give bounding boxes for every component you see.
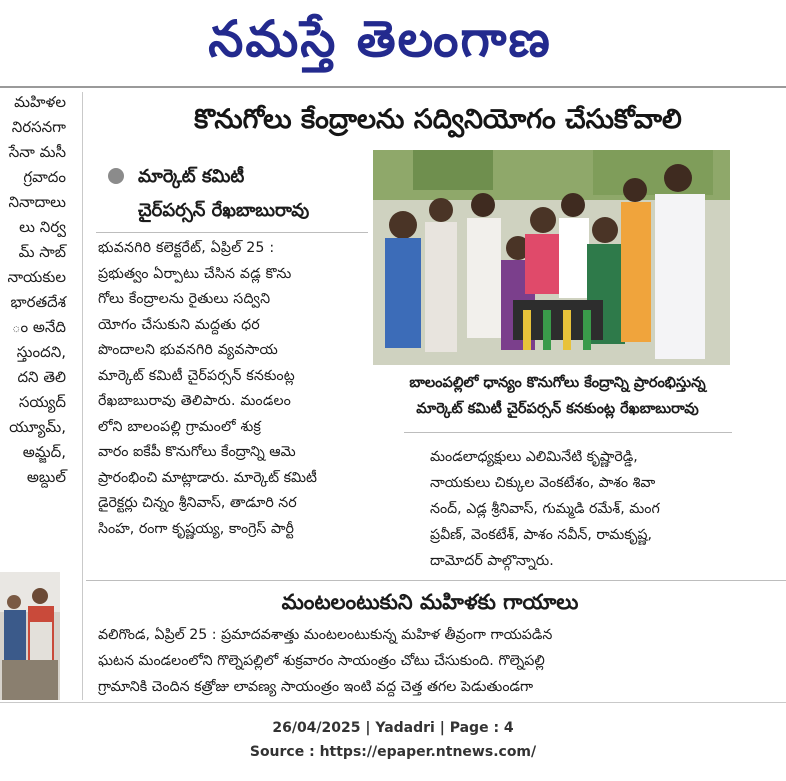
fragment-line: నిరసనగా — [11, 118, 66, 136]
body-line: గ్రామానికి చెందిన కత్రోజు లావణ్య సాయంత్రం ఇంటి వద్ద చెత్త తగల పెడుతుండగా — [98, 679, 534, 695]
fragment-line: స్తుందని, — [16, 343, 66, 361]
fragment-line: య్యూమ్, — [9, 418, 66, 436]
fragment-line: నినాదాలు — [8, 193, 66, 211]
fragment-line: మహిళల — [14, 93, 66, 111]
fragment-line: మ్ సాబ్ — [18, 243, 66, 261]
caption-line: మార్కెట్ కమిటీ చైర్‌పర్సన్ కనకుంట్ల రేఖబాబురావు — [416, 401, 699, 417]
body-line: పొందాలని భువనగిరి వ్యవసాయ — [98, 342, 278, 358]
fragment-line: సయ్యద్ — [18, 393, 66, 411]
left-photo-fragment — [0, 572, 60, 700]
article-photo — [373, 150, 730, 365]
footer-source-link[interactable]: Source : https://epaper.ntnews.com/ — [249, 744, 537, 760]
subheadline-rule — [96, 232, 368, 233]
body-line: నాయకులు చిక్కుల వెంకటేశం, పాశం శివా — [430, 475, 656, 491]
column-divider — [82, 92, 83, 700]
fragment-line: అబ్దుల్ — [26, 468, 66, 486]
fragment-line: భారతదేశ — [10, 293, 66, 311]
newspaper-masthead: నమస్తే తెలంగాణ — [208, 10, 552, 68]
body-line: మండలాధ్యక్షులు ఎలిమినేటి కృష్ణారెడ్డి, — [430, 449, 638, 465]
caption-line: బాలంపల్లిలో ధాన్యం కొనుగోలు కేంద్రాన్ని ప్రారంభిస్తున్న — [409, 375, 706, 391]
article-body-right — [430, 444, 750, 574]
footer-divider — [0, 702, 786, 703]
fragment-line: ం అనేది — [11, 318, 66, 336]
body-line: గోలు కేంద్రాలను రైతులు సద్విని — [98, 291, 271, 307]
caption-rule — [404, 432, 732, 433]
second-article-headline: మంటలంటుకుని మహిళకు గాయాలు — [281, 590, 579, 614]
left-column-fragment — [0, 90, 68, 530]
article-headline: కొనుగోలు కేంద్రాలను సద్వినియోగం చేసుకోవాలి — [194, 104, 682, 135]
body-line: ప్రవీణ్, వెంకటేశ్, పాశం నవీన్, రామకృష్ణ, — [430, 527, 652, 543]
fragment-line: దని తెలి — [17, 368, 66, 386]
fragment-line: అమ్జద్, — [22, 443, 66, 461]
body-line: సింహ, రంగా కృష్ణయ్య, కాంగ్రెస్ పార్టీ — [98, 520, 294, 537]
article-body — [98, 236, 370, 440]
article-body-continued — [98, 440, 418, 542]
body-line: డైరెక్టర్లు చిన్నం శ్రీనివాస్, తాడూరి నర — [98, 495, 297, 511]
subheadline-line: చైర్‌పర్సన్ రేఖబాబురావు — [138, 200, 310, 221]
fragment-line: సేనా మసీ — [8, 143, 66, 161]
body-line: ప్రభుత్వం ఏర్పాటు చేసిన వడ్ల కొను — [98, 265, 292, 282]
photo-caption — [385, 370, 730, 422]
fragment-line: గ్రవాదం — [23, 168, 66, 186]
body-line: మార్కెట్ కమిటీ చైర్‌పర్సన్ కనకుంట్ల — [98, 367, 295, 384]
bullet-icon — [108, 168, 124, 184]
body-line: యోగం చేసుకుని మద్దతు ధర — [98, 316, 260, 333]
body-line: దామోదర్ పాల్గొన్నారు. — [430, 553, 554, 569]
fragment-line: లు నిర్వ — [19, 218, 66, 236]
body-line: వలిగొండ, ఏప్రిల్ 25 : ప్రమాదవశాత్తు మంటలంటుకున్న మహిళ తీవ్రంగా గాయపడిన — [98, 627, 553, 643]
body-line: ప్రారంభించి మాట్లాడారు. మార్కెట్ కమిటీ — [98, 469, 317, 486]
page-footer — [0, 716, 786, 764]
body-line: రేఖబాబురావు తెలిపారు. మండలం — [98, 393, 291, 409]
body-line: లోని బాలంపల్లి గ్రామంలో శుక్ర — [98, 418, 262, 435]
masthead-divider — [0, 86, 786, 88]
fragment-line: నాయకుల — [7, 268, 66, 286]
article-subheadline — [138, 160, 370, 228]
subheadline-line: మార్కెట్ కమిటీ — [138, 166, 245, 187]
body-line: నంద్, ఎడ్ల శ్రీనివాస్, గుమ్మడి రమేశ్, మంగ — [430, 501, 660, 517]
second-article-body — [98, 622, 758, 700]
footer-date-line: 26/04/2025 | Yadadri | Page : 4 — [272, 720, 514, 736]
body-line: భువనగిరి కలెక్టరేట్, ఏప్రిల్ 25 : — [98, 240, 275, 256]
body-line: ఘటన మండలంలోని గొల్నెపల్లిలో శుక్రవారం సాయంత్రం చోటు చేసుకుంది. గొల్నెపల్లి — [98, 653, 545, 669]
article-separator — [86, 580, 786, 581]
body-line: వారం ఐకేపీ కొనుగోలు కేంద్రాన్ని ఆమె — [98, 444, 296, 460]
